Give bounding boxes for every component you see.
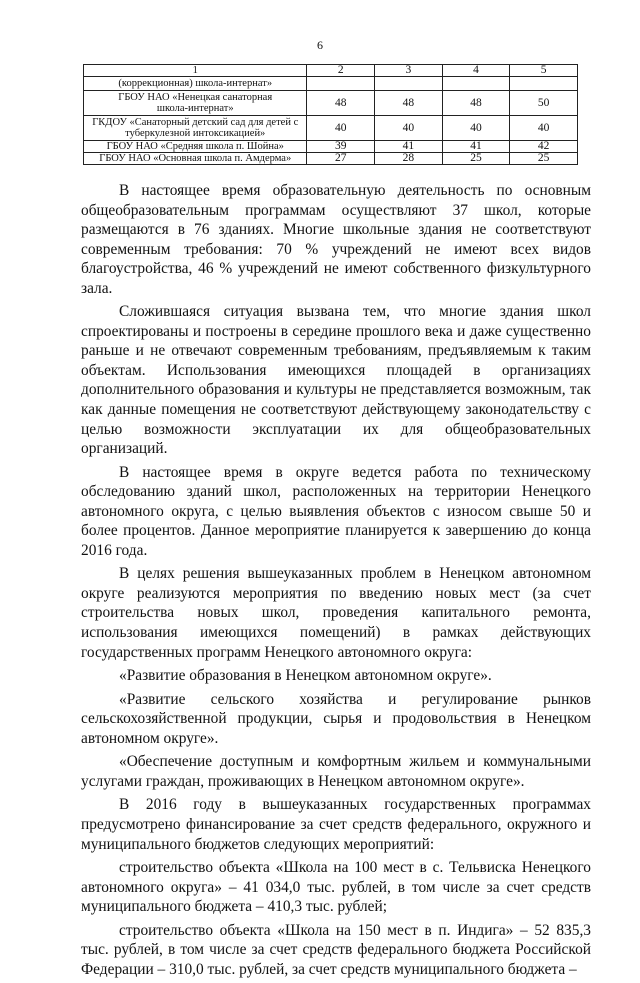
table-cell-value: 41 <box>375 141 443 153</box>
paragraph: В настоящее время в округе ведется работа по техническому обследованию зданий школ, расположенных на территории Ненецкого автономного округа, с целью выявления объектов с износом свыше 50 и более процентов. Данное мероприятие планируется к завершению до конца 2016 года. <box>81 463 591 559</box>
paragraph: Сложившаяся ситуация вызвана тем, что многие здания школ спроектированы и построены в середине прошлого века и даже существенно раньше и не отвечают современным требованиям, предъявляемым к таким объектам. Использования имеющихся площадей в организациях дополнительного образования и культуры не представляется возможным, так как данные помещения не соответствуют действующему законодательству с целью возможности эксплуатации их для общеобразовательных организаций. <box>81 303 591 458</box>
table-cell-value: 48 <box>375 91 443 116</box>
table-cell-value: 39 <box>307 141 375 153</box>
table-cell-value <box>375 77 443 91</box>
table-header-cell: 4 <box>442 65 510 77</box>
table-cell-name <box>84 141 307 153</box>
paragraph: «Обеспечение доступным и комфортным жильем и коммунальными услугами граждан, проживающих в Ненецком автономном округе». <box>81 753 591 790</box>
paragraph: строительство объекта «Школа на 100 мест в с. Тельвиска Ненецкого автономного округа» – 41 034,0 тыс. рублей, в том числе за счет средств муниципального бюджета – 410,3 тыс. рублей; <box>81 859 591 916</box>
table-cell-name <box>84 153 307 165</box>
table-cell-value: 40 <box>375 116 443 141</box>
paragraph: «Развитие сельского хозяйства и регулирование рынков сельскохозяйственной продукции, сырья и продовольствия в Ненецком автономном округе». <box>81 690 591 747</box>
table-cell-value: 25 <box>510 153 578 165</box>
table-row <box>84 116 578 141</box>
paragraph: «Развитие образования в Ненецком автономном округе». <box>119 667 492 685</box>
table-header-cell: 5 <box>510 65 578 77</box>
paragraph: В целях решения вышеуказанных проблем в Ненецком автономном округе реализуются мероприятия по введению новых мест (за счет строительства новых школ, проведения капитального ремонта, использования имеющихся помещений) в рамках действующих государственных программ Ненецкого автономного округа: <box>81 565 591 661</box>
table-header-cell: 3 <box>375 65 443 77</box>
table-cell-name <box>84 77 307 91</box>
table-cell-name-line: школа-интернат» <box>156 103 234 114</box>
table-row <box>84 141 578 153</box>
table-cell-value: 50 <box>510 91 578 116</box>
paragraph: В настоящее время образовательную деятельность по основным общеобразовательным программам осуществляют 37 школ, которые размещаются в 76 зданиях. Многие школьные здания не соответствуют современным требования: 70 % учреждений не имеют всех видов благоустройства, 46 % учреждений не имеют собственного физкультурного зала. <box>81 182 591 297</box>
paragraph: строительство объекта «Школа на 150 мест в п. Индига» – 52 835,3 тыс. рублей, в том числе за счет средств федерального бюджета Российской Федерации – 310,0 тыс. рублей, за счет средств муниципального бюджета – <box>81 921 591 978</box>
table-cell-value: 41 <box>442 141 510 153</box>
table-cell-value: 42 <box>510 141 578 153</box>
table-cell-name <box>84 91 307 116</box>
table-cell-value: 28 <box>375 153 443 165</box>
table-header-row <box>84 65 578 77</box>
schools-table <box>83 64 578 165</box>
table-cell-value: 40 <box>510 116 578 141</box>
table-cell-value: 40 <box>442 116 510 141</box>
table-header-cell: 1 <box>84 65 307 77</box>
table-cell-value: 48 <box>307 91 375 116</box>
table-cell-name <box>84 116 307 141</box>
table-cell-value: 27 <box>307 153 375 165</box>
document-body <box>81 181 591 983</box>
table-row <box>84 91 578 116</box>
table-cell-value <box>442 77 510 91</box>
paragraph: В 2016 году в вышеуказанных государственных программах предусмотрено финансирование за счет средств федерального, окружного и муниципального бюджетов следующих мероприятий: <box>81 796 591 853</box>
table-cell-value <box>307 77 375 91</box>
table-cell-value: 48 <box>442 91 510 116</box>
table-cell-value <box>510 77 578 91</box>
table-row <box>84 77 578 91</box>
table-cell-name-line: ГБОУ НАО «Основная школа п. Амдерма» <box>99 153 292 164</box>
table-cell-name-line: ГБОУ НАО «Ненецкая санаторная <box>118 92 273 103</box>
table-cell-value: 40 <box>307 116 375 141</box>
table-cell-name-line: (коррекционная) школа-интернат» <box>118 78 273 89</box>
page-number: 6 <box>317 38 323 52</box>
table-cell-name-line: ГБОУ НАО «Средняя школа п. Шойна» <box>106 141 284 152</box>
table-header-cell: 2 <box>307 65 375 77</box>
table-cell-name-line: туберкулезной интоксикацией» <box>125 128 266 139</box>
table-cell-value: 25 <box>442 153 510 165</box>
table-cell-name-line: ГКДОУ «Санаторный детский сад для детей с <box>92 117 299 128</box>
table-row <box>84 153 578 165</box>
